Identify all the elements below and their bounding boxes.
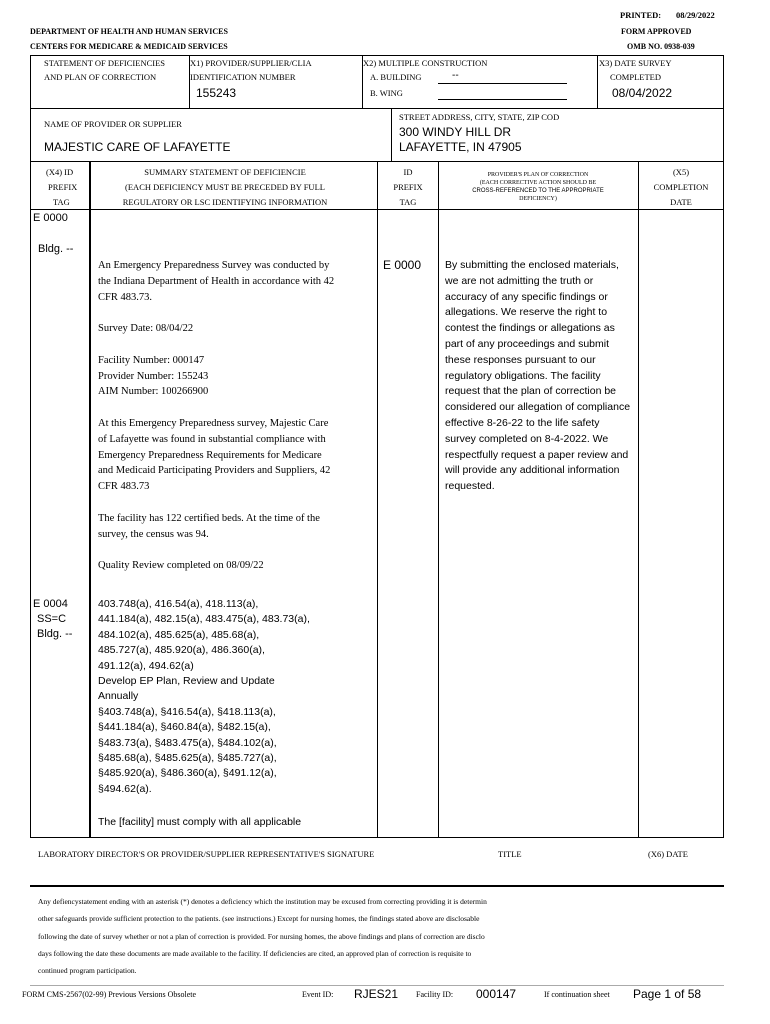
id-label-1: ID	[403, 167, 413, 177]
regulation-references	[98, 597, 368, 797]
event-id-label: Event ID:	[302, 990, 334, 999]
department-name: DEPARTMENT OF HEALTH AND HUMAN SERVICES	[30, 27, 228, 36]
id-label-3: TAG	[399, 197, 417, 207]
facility-id-label: Facility ID:	[416, 990, 454, 999]
tag-e0004: E 0004	[33, 598, 68, 610]
regulation-last-line: The [facility] must comply with all applicable	[98, 816, 302, 828]
bldg-label-1: Bldg. --	[38, 243, 74, 255]
regulation-line: §441.184(a), §460.84(a), §482.15(a),	[98, 721, 271, 734]
printed-date: 08/29/2022	[676, 10, 715, 20]
page-number: Page 1 of 58	[633, 987, 702, 1001]
continuation-label: If continuation sheet	[544, 990, 610, 999]
summary-label-3: REGULATORY OR LSC IDENTIFYING INFORMATION	[122, 197, 328, 207]
form-number: FORM CMS-2567(02-99) Previous Versions Obsolete	[22, 990, 197, 999]
regulation-line: §483.73(a), §483.475(a), §484.102(a),	[98, 736, 277, 749]
omb-number: OMB NO. 0938-039	[627, 42, 695, 51]
regulation-line: Annually	[98, 690, 139, 703]
id-label-2: PREFIX	[393, 182, 423, 192]
summary-label-2: (EACH DEFICIENCY MUST BE PRECEDED BY FULL	[125, 182, 325, 192]
x4-label-1: (X4) ID	[46, 167, 74, 177]
severity-scope: SS=C	[37, 613, 67, 625]
x5-label-1: (X5)	[672, 167, 690, 177]
id-tag-e0000: E 0000	[383, 258, 422, 272]
regulation-line: 485.727(a), 485.920(a), 486.360(a),	[98, 644, 265, 657]
form-approved: FORM APPROVED	[621, 27, 692, 36]
x4-label-2: PREFIX	[48, 182, 78, 192]
summary-paragraph: The facility has 122 certified beds. At the time of the survey, the census was 94.	[98, 512, 320, 540]
x3-label-2: COMPLETED	[610, 72, 661, 82]
regulation-line: 441.184(a), 482.15(a), 483.475(a), 483.73(a),	[98, 613, 310, 626]
disclaimer-line: Any defiencystatement ending with an asterisk (*) denotes a deficiency which the institution may be excused from correcting providing it is determin	[38, 897, 487, 906]
x3-label-1: X3) DATE SURVEY	[599, 58, 672, 68]
centers-name: CENTERS FOR MEDICARE & MEDICAID SERVICES	[30, 42, 228, 51]
regulation-line: §494.62(a).	[98, 782, 152, 795]
survey-date-value: 08/04/2022	[612, 86, 673, 100]
address-line-1: 300 WINDY HILL DR	[399, 125, 512, 139]
signature-date-label: (X6) DATE	[648, 849, 688, 859]
plan-label-3: CROSS-REFERENCED TO THE APPROPRIATE	[472, 188, 604, 194]
regulation-line: §485.920(a), §486.360(a), §491.12(a),	[98, 767, 277, 780]
x1-label-2: IDENTIFICATION NUMBER	[190, 72, 296, 82]
title-label: TITLE	[498, 849, 522, 859]
x4-label-3: TAG	[53, 197, 70, 207]
plan-label-2: (EACH CORRECTIVE ACTION SHOULD BE	[479, 180, 597, 186]
x5-label-3: DATE	[670, 197, 692, 207]
disclaimer-line: other safeguards provide sufficient protection to the patients. (see instructions.) Except for nursing homes, the findings stated above are disclosable	[38, 914, 480, 924]
address-line-2: LAFAYETTE, IN 47905	[399, 140, 522, 154]
regulation-line: 484.102(a), 485.625(a), 485.68(a),	[98, 628, 260, 641]
summary-label-1: SUMMARY STATEMENT OF DEFICIENCIE	[144, 167, 306, 177]
regulation-line: §485.68(a), §485.625(a), §485.727(a),	[98, 752, 277, 765]
signature-label: LABORATORY DIRECTOR'S OR PROVIDER/SUPPLIER REPRESENTATIVE'S SIGNATURE	[38, 849, 375, 859]
summary-paragraph: Survey Date: 08/04/22	[98, 323, 194, 335]
summary-paragraph: At this Emergency Preparedness survey, Majestic Care of Lafayette was found in substantial compliance with Emergency Preparedness Requirements for Medicare and Medicaid Participating Providers and Suppliers, 42 CFR 483.73	[98, 417, 331, 493]
disclaimer-line: continued program participation.	[38, 966, 137, 976]
statement-label-2: AND PLAN OF CORRECTION	[44, 72, 157, 82]
x5-label-2: COMPLETION	[653, 182, 709, 192]
building-value: --	[452, 70, 459, 81]
provider-name-value: MAJESTIC CARE OF LAFAYETTE	[44, 140, 231, 154]
summary-statement	[98, 258, 338, 590]
building-label: A. BUILDING	[370, 72, 422, 82]
statement-label-1: STATEMENT OF DEFICIENCIES	[44, 58, 166, 68]
regulation-line: §403.748(a), §416.54(a), §418.113(a),	[98, 705, 276, 718]
plan-label-1: PROVIDER'S PLAN OF CORRECTION	[487, 172, 589, 178]
address-label: STREET ADDRESS, CITY, STATE, ZIP COD	[399, 112, 560, 122]
wing-label: B. WING	[370, 88, 403, 98]
regulation-line: 491.12(a), 494.62(a)	[98, 659, 194, 672]
provider-name-label: NAME OF PROVIDER OR SUPPLIER	[44, 119, 182, 129]
regulation-line: 403.748(a), 416.54(a), 418.113(a),	[98, 598, 259, 610]
provider-id-value: 155243	[196, 86, 237, 100]
disclaimer-line: days following the date these documents are made available to the facility. If deficiencies are cited, an approved plan of correction is requisite to	[38, 948, 472, 958]
plan-label-4: DEFICIENCY)	[519, 196, 557, 202]
disclaimer-text	[38, 893, 728, 979]
facility-id-value: 000147	[476, 987, 517, 1001]
x1-label-1: X1) PROVIDER/SUPPLIER/CLIA	[190, 58, 312, 68]
bldg-label-2: Bldg. --	[37, 628, 73, 640]
event-id-value: RJES21	[354, 987, 399, 1001]
summary-paragraph: Facility Number: 000147 Provider Number: 155243 AIM Number: 100266900	[98, 354, 209, 398]
disclaimer-line: following the date of survey whether or not a plan of correction is provided. For nursing homes, the above findings and plans of correction are disclo	[38, 931, 485, 941]
plan-of-correction-text: By submitting the enclosed materials, we are not admitting the truth or accuracy of any specific findings or allegations. We reserve the right to contest the findings or allegations as part of any proceedings and submit these responses pursuant to our regulatory obligations. The facility request that the plan of correction be considered our allegation of compliance effective 8-26-22 to the life safety survey completed on 8-4-2022. We respectfully request a paper review and will provide any additional information requested.	[445, 259, 631, 493]
summary-paragraph: Quality Review completed on 08/09/22	[98, 560, 264, 572]
x2-label: X2) MULTIPLE CONSTRUCTION	[363, 58, 488, 68]
regulation-line: Develop EP Plan, Review and Update	[98, 675, 275, 688]
printed-label: PRINTED:	[620, 10, 662, 20]
summary-paragraph: An Emergency Preparedness Survey was conducted by the Indiana Department of Health in accordance with 42 CFR 483.73.	[98, 260, 335, 303]
tag-e0000: E 0000	[33, 212, 68, 224]
